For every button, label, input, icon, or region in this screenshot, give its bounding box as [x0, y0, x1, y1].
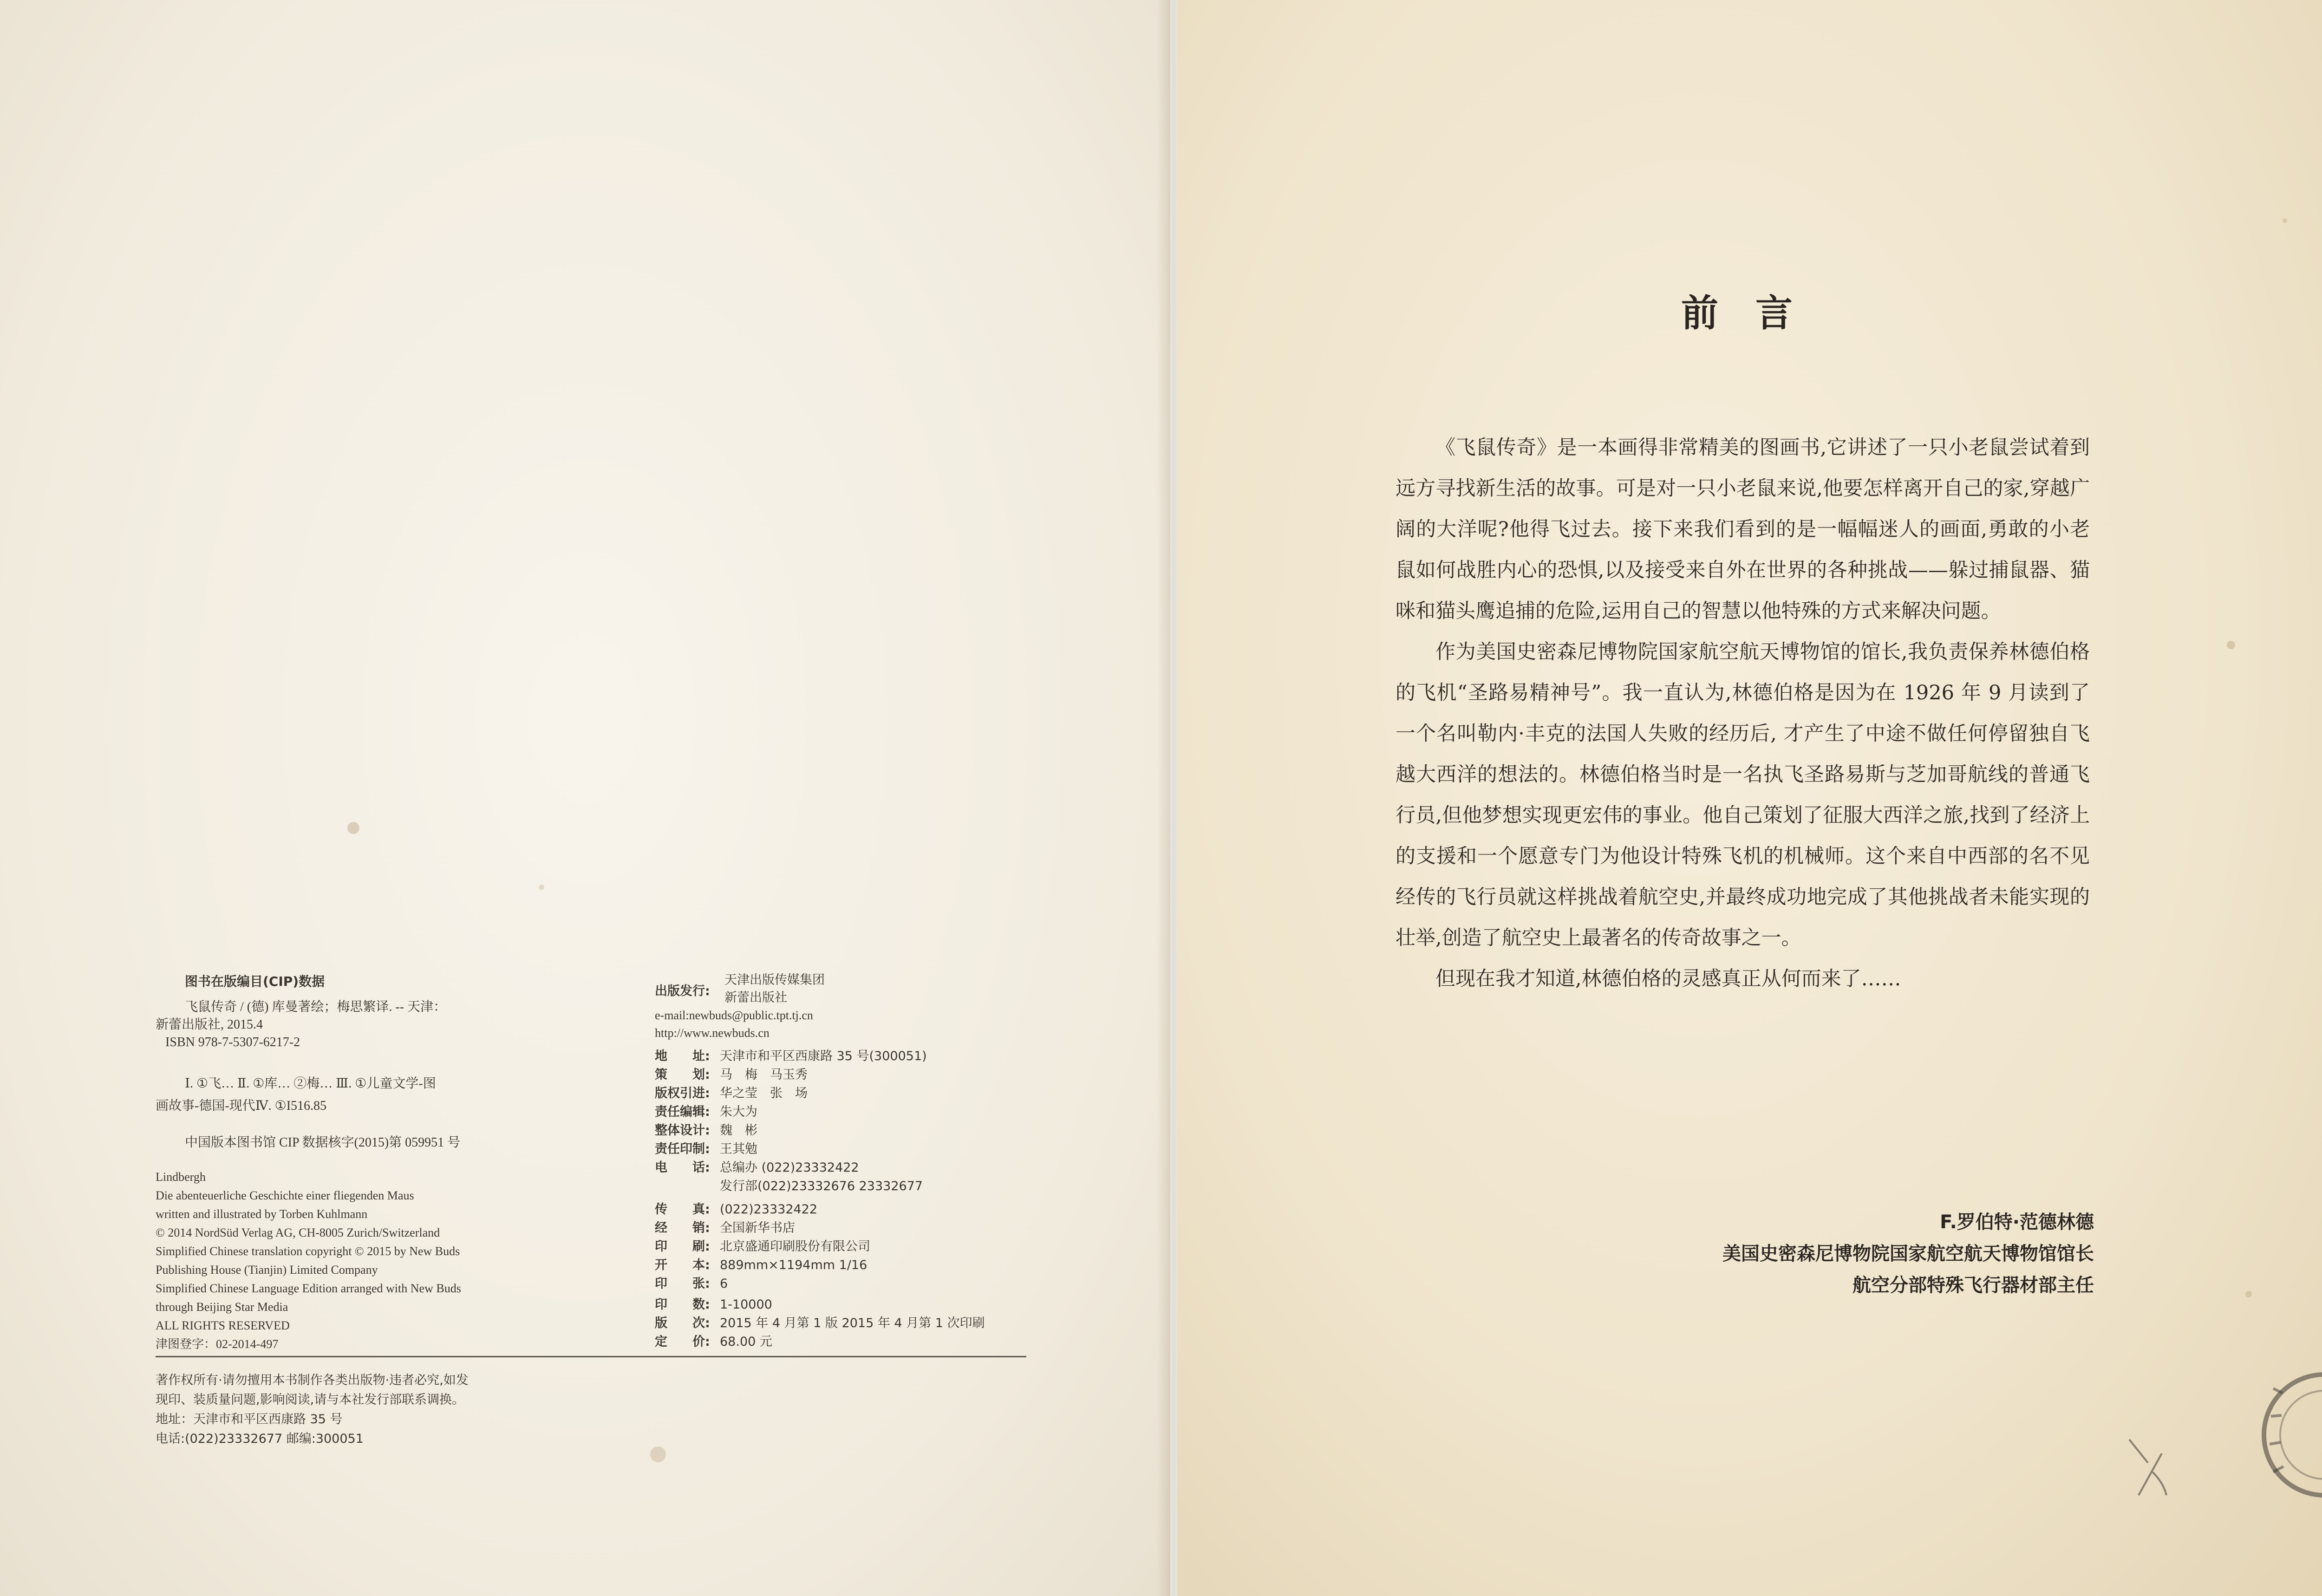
publisher-row	[655, 1218, 795, 1236]
row-value: 全国新华书店	[720, 1221, 795, 1235]
english-line: Die abenteuerliche Geschichte einer fliegenden Maus	[156, 1189, 414, 1202]
row-value: 889mm×1194mm 1/16	[720, 1258, 867, 1272]
notice-line: 著作权所有·请勿擅用本书制作各类出版物·违者必究,如发	[156, 1373, 469, 1388]
row-value: 朱大为	[720, 1105, 757, 1119]
row-value: 魏 彬	[720, 1123, 757, 1138]
row-value: 华之莹 张 场	[720, 1086, 808, 1101]
cip-line: 新蕾出版社, 2015.4	[156, 1017, 263, 1032]
preface-paragraph: 但现在我才知道,林德伯格的灵感真正从何而来了……	[1435, 967, 1901, 990]
row-label: 电 话:	[655, 1160, 710, 1175]
publisher-row	[655, 1255, 867, 1273]
publisher-row	[655, 1236, 870, 1254]
english-line: Simplified Chinese translation copyright © 2015 by New Buds	[156, 1244, 460, 1258]
row-value: 天津市和平区西康路 35 号(300051)	[720, 1049, 927, 1063]
row-label: 策 划:	[655, 1068, 710, 1082]
row-value: 王其勉	[720, 1142, 757, 1156]
row-value: 马 梅 马玉秀	[720, 1068, 808, 1082]
publisher-row	[655, 1046, 927, 1064]
row-value: 发行部(022)23332676 23332677	[720, 1179, 923, 1193]
publisher-name: 新蕾出版社	[724, 990, 787, 1005]
row-label: 开 本:	[655, 1258, 710, 1272]
paper-stain	[2227, 641, 2235, 649]
publisher-row	[655, 1294, 772, 1312]
cip-line: 画故事-德国-现代Ⅳ. ①I516.85	[156, 1099, 327, 1113]
cip-line: ISBN 978-7-5307-6217-2	[165, 1035, 300, 1049]
preface-title: 前 言	[1681, 291, 1793, 335]
row-label: 印 数:	[655, 1297, 710, 1312]
publisher-row	[655, 1199, 817, 1217]
english-line: Publishing House (Tianjin) Limited Company	[156, 1263, 378, 1277]
row-label: 印 张:	[655, 1277, 710, 1291]
publisher-label-row	[655, 981, 720, 999]
row-label: 经 销:	[655, 1221, 710, 1235]
publisher-row	[655, 1331, 772, 1349]
english-line: © 2014 NordSüd Verlag AG, CH-8005 Zurich/Switzerland	[156, 1226, 440, 1239]
cip-line: 飞鼠传奇 / (德) 库曼著绘；梅思繁译. -- 天津：	[185, 1000, 447, 1014]
postmark-stamp-icon	[2245, 1361, 2322, 1509]
row-label: 责任印制:	[655, 1142, 710, 1156]
row-value: 总编办 (022)23332422	[720, 1160, 859, 1175]
registration-number: 津图登字：02-2014-497	[156, 1337, 279, 1351]
row-label: 传 真:	[655, 1202, 710, 1217]
publisher-row	[655, 1101, 757, 1120]
row-label: 责任编辑:	[655, 1105, 710, 1119]
english-line: written and illustrated by Torben Kuhlmann	[156, 1207, 368, 1221]
row-label: 定 价:	[655, 1335, 710, 1349]
cip-heading: 图书在版编目(CIP)数据	[185, 974, 325, 989]
publisher-url: http://www.newbuds.cn	[655, 1026, 770, 1040]
notice-phone: 电话:(022)23332677 邮编:300051	[156, 1432, 364, 1446]
notice-line: 现印、装质量问题,影响阅读,请与本社发行部联系调换。	[156, 1393, 465, 1407]
row-value: 2015 年 4 月第 1 版 2015 年 4 月第 1 次印刷	[720, 1316, 985, 1330]
english-line: Lindbergh	[156, 1170, 206, 1184]
publisher-row	[655, 1313, 985, 1331]
row-value: 北京盛通印刷股份有限公司	[720, 1239, 870, 1254]
publisher-row	[655, 1083, 808, 1101]
divider-rule	[156, 1356, 1026, 1357]
publisher-row	[655, 1120, 757, 1138]
publisher-row	[655, 1064, 808, 1082]
signature-title: 美国史密森尼博物院国家航空航天博物馆馆长	[1722, 1243, 2094, 1264]
row-label: 版权引进:	[655, 1086, 710, 1101]
paper-stain	[650, 1446, 666, 1462]
paper-stain	[347, 822, 359, 834]
row-value: 6	[720, 1277, 728, 1291]
paper-stain	[2283, 218, 2287, 223]
english-line: ALL RIGHTS RESERVED	[156, 1319, 290, 1332]
publisher-name: 天津出版传媒集团	[724, 973, 825, 987]
publisher-row	[655, 1157, 859, 1175]
row-label: 版 次:	[655, 1316, 710, 1330]
cip-number: 中国版本图书馆 CIP 数据核字(2015)第 059951 号	[185, 1135, 461, 1150]
preface-paragraph: 作为美国史密森尼博物院国家航空航天博物馆的馆长,我负责保养林德伯格的飞机“圣路易精神号”。我一直认为,林德伯格是因为在 1926 年 9 月读到了一个名叫勒内·丰克的法国人失败的经历后, 才产生了中途不做任何停留独自飞越大西洋的想法的。林德伯格当时是一名执飞圣路易斯与芝加哥航线的普通飞行员,但他梦想实现更宏伟的事业。他自己策划了征服大西洋之旅,找到了经济上的支援和一个愿意专门为他设计特殊飞机的机械师。这个来自中西部的名不见经传的飞行员就这样挑战着航空史,并最终成功地完成了其他挑战者未能实现的壮举,创造了航空史上最著名的传奇故事之一。	[1396, 640, 2090, 950]
row-label: 整体设计:	[655, 1123, 710, 1138]
signature-title: 航空分部特殊飞行器材部主任	[1852, 1275, 2094, 1296]
english-line: Simplified Chinese Language Edition arranged with New Buds	[156, 1282, 461, 1295]
paper-stain	[539, 885, 544, 890]
row-label: 地 址:	[655, 1049, 710, 1063]
row-value: 1-10000	[720, 1297, 772, 1312]
publisher-email: e-mail:newbuds@public.tpt.tj.cn	[655, 1009, 813, 1022]
cip-line: Ⅰ. ①飞… Ⅱ. ①库… ②梅… Ⅲ. ①儿童文学-图	[185, 1076, 436, 1091]
english-line: through Beijing Star Media	[156, 1300, 288, 1314]
signature-name: F.罗伯特·范德林德	[1940, 1212, 2094, 1233]
publisher-label: 出版发行:	[655, 984, 710, 998]
row-label: 印 刷:	[655, 1239, 710, 1254]
publisher-row	[655, 1139, 757, 1157]
row-value: (022)23332422	[720, 1202, 818, 1217]
notice-address: 地址：天津市和平区西康路 35 号	[156, 1412, 343, 1427]
publisher-row	[655, 1176, 923, 1194]
row-value: 68.00 元	[720, 1335, 772, 1349]
preface-body	[1396, 427, 2090, 999]
preface-paragraph: 《飞鼠传奇》是一本画得非常精美的图画书,它讲述了一只小老鼠尝试着到远方寻找新生活的故事。可是对一只小老鼠来说,他要怎样离开自己的家,穿越广阔的大洋呢?他得飞过去。接下来我们看到的是一幅幅迷人的画面,勇敢的小老鼠如何战胜内心的恐惧,以及接受来自外在世界的各种挑战——躲过捕鼠器、猫咪和猫头鹰追捕的危险,运用自己的智慧以他特殊的方式来解决问题。	[1396, 436, 2090, 623]
paper-stain	[2245, 1291, 2252, 1297]
publisher-row	[655, 1273, 728, 1291]
handwritten-mark-icon	[2120, 1435, 2176, 1500]
